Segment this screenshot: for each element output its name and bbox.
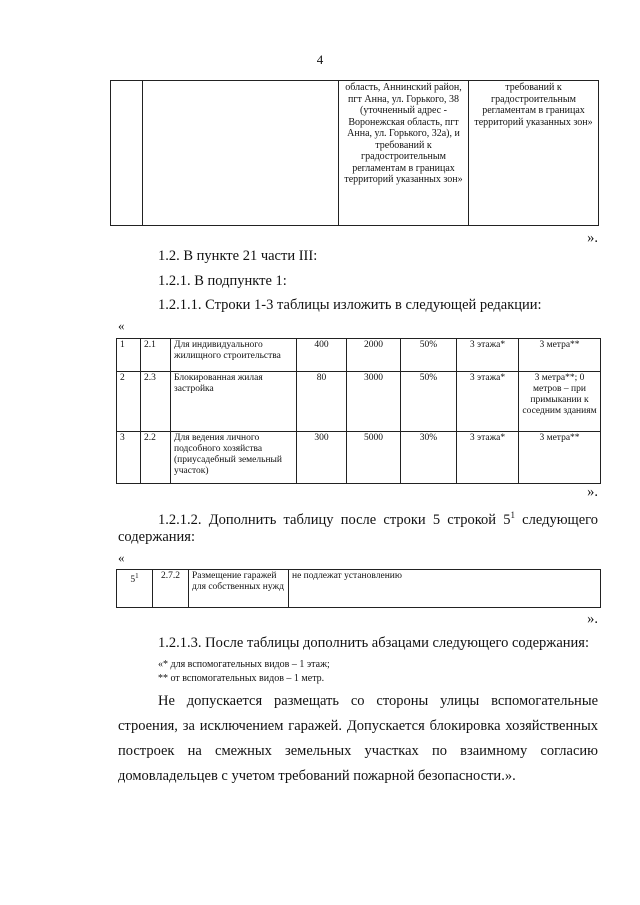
row-percent: 50% [401,339,457,372]
table-row [117,372,601,432]
table-rows-1-3 [116,338,601,484]
row-max-area: 3000 [347,372,401,432]
row-name: Блокированная жилая застройка [171,372,297,432]
table-cell-requirements: требований к градостроительным регламентам в границах территорий указанных зон» [469,81,599,226]
closing-quote: ». [587,484,598,500]
table-row [117,339,601,372]
item-1-2: 1.2. В пункте 21 части III: [158,248,318,264]
row-max-area: 5000 [347,432,401,484]
row-percent: 50% [401,372,457,432]
row-min-area: 300 [297,432,347,484]
final-paragraph [118,692,598,792]
row-number: 2 [117,372,141,432]
table-cell-address: область, Аннинский район, пгт Анна, ул. Горького, 38 (уточненный адрес - Воронежская область, пгт Анна, ул. Горького, 32а), и требований к градостроительным регламентам в границах территорий указанных зон» [339,81,469,226]
footnote-2: ** от вспомогательных видов – 1 метр. [158,673,325,684]
row-name: Для индивидуального жилищного строительства [171,339,297,372]
superscript: 1 [135,572,139,580]
row-distance: 3 метра**; 0 метров – при примыкании к соседним зданиям [519,372,601,432]
row-code: 2.3 [141,372,171,432]
row-number [117,570,153,608]
row-value: не подлежат установлению [289,570,601,608]
final-paragraph-line: Не допускается размещать со стороны улицы вспомогательные [158,693,598,709]
table-row [117,570,601,608]
row-floors: 3 этажа* [457,339,519,372]
item-1-2-1-2-text: 1.2.1.2. Дополнить таблицу после строки 5 строкой 5 [158,511,511,528]
row-min-area: 80 [297,372,347,432]
superscript: 1 [510,510,515,520]
row-code: 2.1 [141,339,171,372]
item-1-2-1: 1.2.1. В подпункте 1: [158,273,287,289]
table-row [111,81,599,226]
row-floors: 3 этажа* [457,432,519,484]
row-code: 2.2 [141,432,171,484]
final-paragraph-line: домовладельцев с учетом требований пожарной безопасности.». [118,768,516,784]
row-number: 3 [117,432,141,484]
item-1-2-1-2-tail: следующего [514,511,598,528]
table-cell-empty [143,81,339,226]
table-continuation [110,80,599,226]
item-1-2-1-2-line2: содержания: [118,529,196,545]
table-row-5-1 [116,569,601,608]
footnote-1: «* для вспомогательных видов – 1 этаж; [158,659,330,670]
table-row [117,432,601,484]
row-number-value: 5 [130,575,136,586]
final-paragraph-line: построек на смежных земельных участках по взаимному согласию [118,743,598,759]
final-paragraph-line: строения, за исключением гаражей. Допускается блокировка хозяйственных [118,718,598,734]
item-1-2-1-2 [158,506,598,529]
opening-quote: « [118,318,125,333]
opening-quote: « [118,550,125,565]
row-name: Размещение гаражей для собственных нужд [189,570,289,608]
item-1-2-1-3: 1.2.1.3. После таблицы дополнить абзацами следующего содержания: [158,635,589,651]
closing-quote: ». [587,230,598,246]
row-distance: 3 метра** [519,339,601,372]
row-name: Для ведения личного подсобного хозяйства (приусадебный земельный участок) [171,432,297,484]
closing-quote: ». [587,611,598,627]
row-max-area: 2000 [347,339,401,372]
row-code: 2.7.2 [153,570,189,608]
row-floors: 3 этажа* [457,372,519,432]
row-distance: 3 метра** [519,432,601,484]
table-cell-empty [111,81,143,226]
row-percent: 30% [401,432,457,484]
page-number: 4 [316,52,324,67]
row-number: 1 [117,339,141,372]
row-min-area: 400 [297,339,347,372]
item-1-2-1-1: 1.2.1.1. Строки 1-3 таблицы изложить в следующей редакции: [158,297,542,313]
